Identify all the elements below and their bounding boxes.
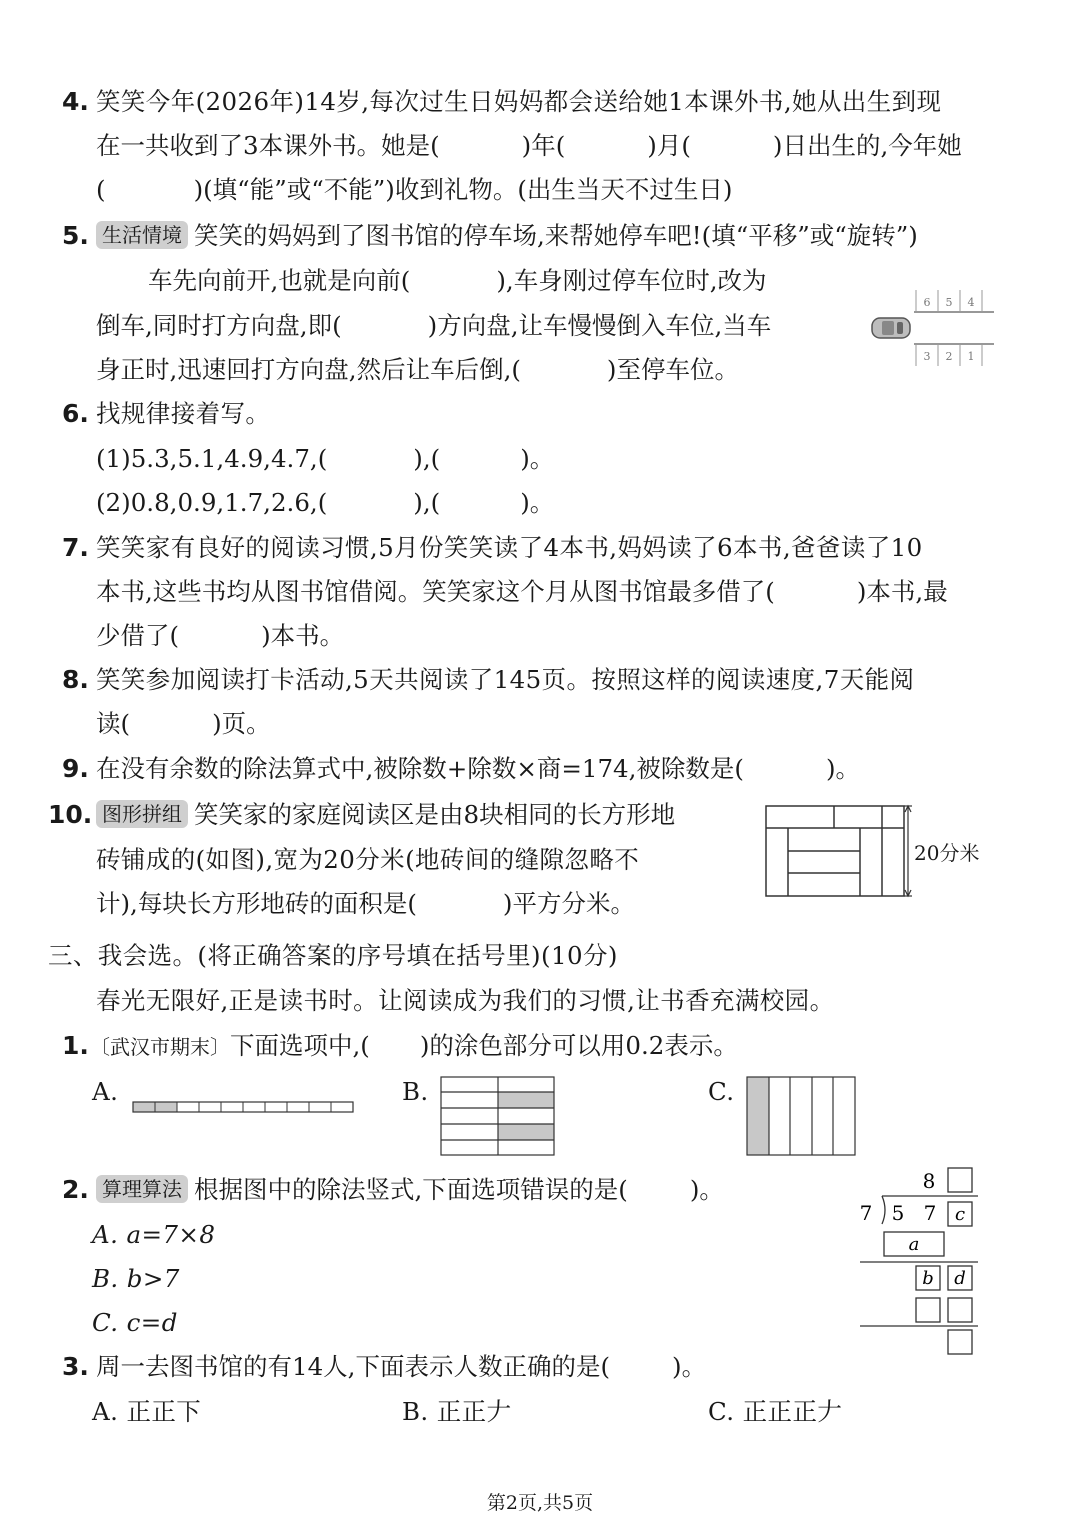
c1-option-a-figure bbox=[130, 1098, 358, 1116]
q7-line3 bbox=[96, 618, 344, 654]
q10-tag: 图形拼组 bbox=[96, 800, 188, 828]
q10-text: )平方分米。 bbox=[502, 889, 635, 918]
c1-line bbox=[90, 1028, 738, 1065]
q4-text: ( bbox=[96, 175, 106, 204]
q7-text: 本书,这些书均从图书馆借阅。笑笑家这个月从图书馆最多借了( bbox=[96, 577, 775, 606]
q10-line3 bbox=[96, 886, 635, 922]
c1-option-b-figure bbox=[438, 1074, 558, 1158]
parking-slot-label: 2 bbox=[945, 350, 953, 363]
q6-text: ),( bbox=[413, 444, 441, 473]
q6-text: )。 bbox=[520, 444, 555, 473]
q6-title: 找规律接着写。 bbox=[96, 399, 271, 428]
q6-text: )。 bbox=[520, 488, 555, 517]
q7-text: 少借了( bbox=[96, 621, 180, 650]
c1-text: )的涂色部分可以用0.2表示。 bbox=[419, 1031, 738, 1060]
c1-option-b-label[interactable]: B. bbox=[402, 1077, 429, 1106]
q5-tag: 生活情境 bbox=[96, 221, 188, 249]
c3-line bbox=[96, 1349, 706, 1385]
car-icon bbox=[872, 318, 910, 338]
q7-text: )本书,最 bbox=[856, 577, 948, 606]
label-d: d bbox=[954, 1268, 966, 1289]
label-a: a bbox=[908, 1234, 920, 1255]
c3-option-c[interactable]: C. 正正正𠂇 bbox=[708, 1397, 843, 1426]
c1-option-a-label[interactable]: A. bbox=[92, 1077, 119, 1106]
label-b: b bbox=[922, 1268, 934, 1289]
q10-line1 bbox=[96, 797, 675, 833]
c1-number: 1. bbox=[62, 1031, 89, 1060]
q5-text: 身正时,迅速回打方向盘,然后让车后倒,( bbox=[96, 355, 521, 384]
q4-text: )月( bbox=[647, 131, 691, 160]
tile-diagram bbox=[760, 800, 1000, 904]
q10-number: 10. bbox=[48, 800, 93, 829]
q5-text: 笑笑的妈妈到了图书馆的停车场,来帮她停车吧!(填“平移”或“旋转”) bbox=[194, 221, 918, 250]
long-division-figure bbox=[852, 1162, 984, 1358]
q4-text: )年( bbox=[521, 131, 566, 160]
c2-number: 2. bbox=[62, 1175, 89, 1204]
c3-text: 周一去图书馆的有14人,下面表示人数正确的是( bbox=[96, 1352, 611, 1381]
q5-text: 车先向前开,也就是向前( bbox=[148, 266, 411, 295]
q8-line2 bbox=[96, 706, 271, 742]
q4-line2 bbox=[96, 128, 962, 164]
c1-text: 下面选项中,( bbox=[230, 1031, 370, 1060]
q4-line3 bbox=[96, 172, 732, 208]
q7-line1: 笑笑家有良好的阅读习惯,5月份笑笑读了4本书,妈妈读了6本书,爸爸读了10 bbox=[96, 533, 923, 562]
q8-number: 8. bbox=[62, 665, 89, 694]
parking-slot-label: 4 bbox=[967, 296, 975, 309]
q4-line1: 笑笑今年(2026年)14岁,每次过生日妈妈都会送给她1本课外书,她从出生到现 bbox=[96, 87, 942, 116]
c3-option-a[interactable]: A. 正正下 bbox=[92, 1397, 202, 1426]
tile-width-label: 20分米 bbox=[914, 841, 980, 865]
q6-text: ),( bbox=[413, 488, 441, 517]
c2-option-b[interactable]: B. b>7 bbox=[92, 1264, 180, 1293]
dividend-digit: 7 bbox=[923, 1201, 937, 1225]
q4-text: 在一共收到了3本课外书。她是( bbox=[96, 131, 440, 160]
q5-text: )方向盘,让车慢慢倒入车位,当车 bbox=[427, 311, 772, 340]
q8-text: 读( bbox=[96, 709, 131, 738]
dividend-digit: 5 bbox=[891, 1201, 905, 1225]
q9-line bbox=[96, 751, 860, 787]
q6-text: (1)5.3,5.1,4.9,4.7,( bbox=[96, 444, 328, 473]
q6-text: (2)0.8,0.9,1.7,2.6,( bbox=[96, 488, 328, 517]
c1-option-c-label[interactable]: C. bbox=[708, 1077, 735, 1106]
section-3-title: 三、我会选。(将正确答案的序号填在括号里)(10分) bbox=[48, 941, 618, 970]
page-footer: 第2页,共5页 bbox=[486, 1492, 594, 1514]
q7-text: )本书。 bbox=[261, 621, 345, 650]
c2-option-c[interactable]: C. c=d bbox=[92, 1308, 178, 1337]
q7-number: 7. bbox=[62, 533, 89, 562]
q5-line1 bbox=[96, 218, 918, 254]
q6-sequence-1 bbox=[96, 441, 554, 477]
q9-text: 在没有余数的除法算式中,被除数+除数×商=174,被除数是( bbox=[96, 754, 744, 783]
q5-line4 bbox=[96, 352, 739, 388]
parking-slot-label: 6 bbox=[923, 296, 931, 309]
label-c: c bbox=[954, 1204, 966, 1225]
parking-slot-label: 3 bbox=[923, 350, 931, 363]
q5-line2 bbox=[148, 263, 767, 299]
q4-number: 4. bbox=[62, 87, 89, 116]
c3-number: 3. bbox=[62, 1352, 89, 1381]
c2-text: 根据图中的除法竖式,下面选项错误的是( bbox=[194, 1175, 628, 1204]
parking-diagram bbox=[866, 286, 996, 370]
q5-line3 bbox=[96, 308, 771, 344]
q10-line2: 砖铺成的(如图),宽为20分米(地砖间的缝隙忽略不 bbox=[96, 845, 640, 874]
c2-tag: 算理算法 bbox=[96, 1175, 188, 1203]
q5-text: ),车身刚过停车位时,改为 bbox=[496, 266, 767, 295]
c3-text: )。 bbox=[672, 1352, 707, 1381]
q9-number: 9. bbox=[62, 754, 89, 783]
c2-option-a[interactable]: A. a=7×8 bbox=[92, 1220, 216, 1249]
q7-line2 bbox=[96, 574, 948, 610]
parking-slot-label: 5 bbox=[945, 296, 953, 309]
c2-line bbox=[96, 1172, 724, 1208]
q8-line1: 笑笑参加阅读打卡活动,5天共阅读了145页。按照这样的阅读速度,7天能阅 bbox=[96, 665, 915, 694]
q4-text: )(填“能”或“不能”)收到礼物。(出生当天不过生日) bbox=[193, 175, 733, 204]
c1-source: 〔武汉市期末〕 bbox=[90, 1035, 230, 1059]
c3-option-b[interactable]: B. 正正𠂇 bbox=[402, 1397, 512, 1426]
quotient-digit: 8 bbox=[922, 1169, 936, 1193]
quotient-box bbox=[948, 1168, 972, 1192]
q8-text: )页。 bbox=[212, 709, 271, 738]
q5-text: )至停车位。 bbox=[606, 355, 739, 384]
section-3-intro: 春光无限好,正是读书时。让阅读成为我们的习惯,让书香充满校园。 bbox=[96, 986, 835, 1015]
divisor: 7 bbox=[859, 1201, 873, 1225]
q10-text: 笑笑家的家庭阅读区是由8块相同的长方形地 bbox=[194, 800, 676, 829]
c1-option-c-figure bbox=[744, 1074, 860, 1158]
q5-text: 倒车,同时打方向盘,即( bbox=[96, 311, 342, 340]
parking-slot-label: 1 bbox=[967, 350, 975, 363]
q6-sequence-2 bbox=[96, 485, 554, 521]
q5-number: 5. bbox=[62, 221, 89, 250]
q10-text: 计),每块长方形地砖的面积是( bbox=[96, 889, 417, 918]
c2-text: )。 bbox=[689, 1175, 724, 1204]
q9-text: )。 bbox=[825, 754, 861, 783]
q4-text: )日出生的,今年她 bbox=[772, 131, 962, 160]
q6-number: 6. bbox=[62, 399, 89, 428]
